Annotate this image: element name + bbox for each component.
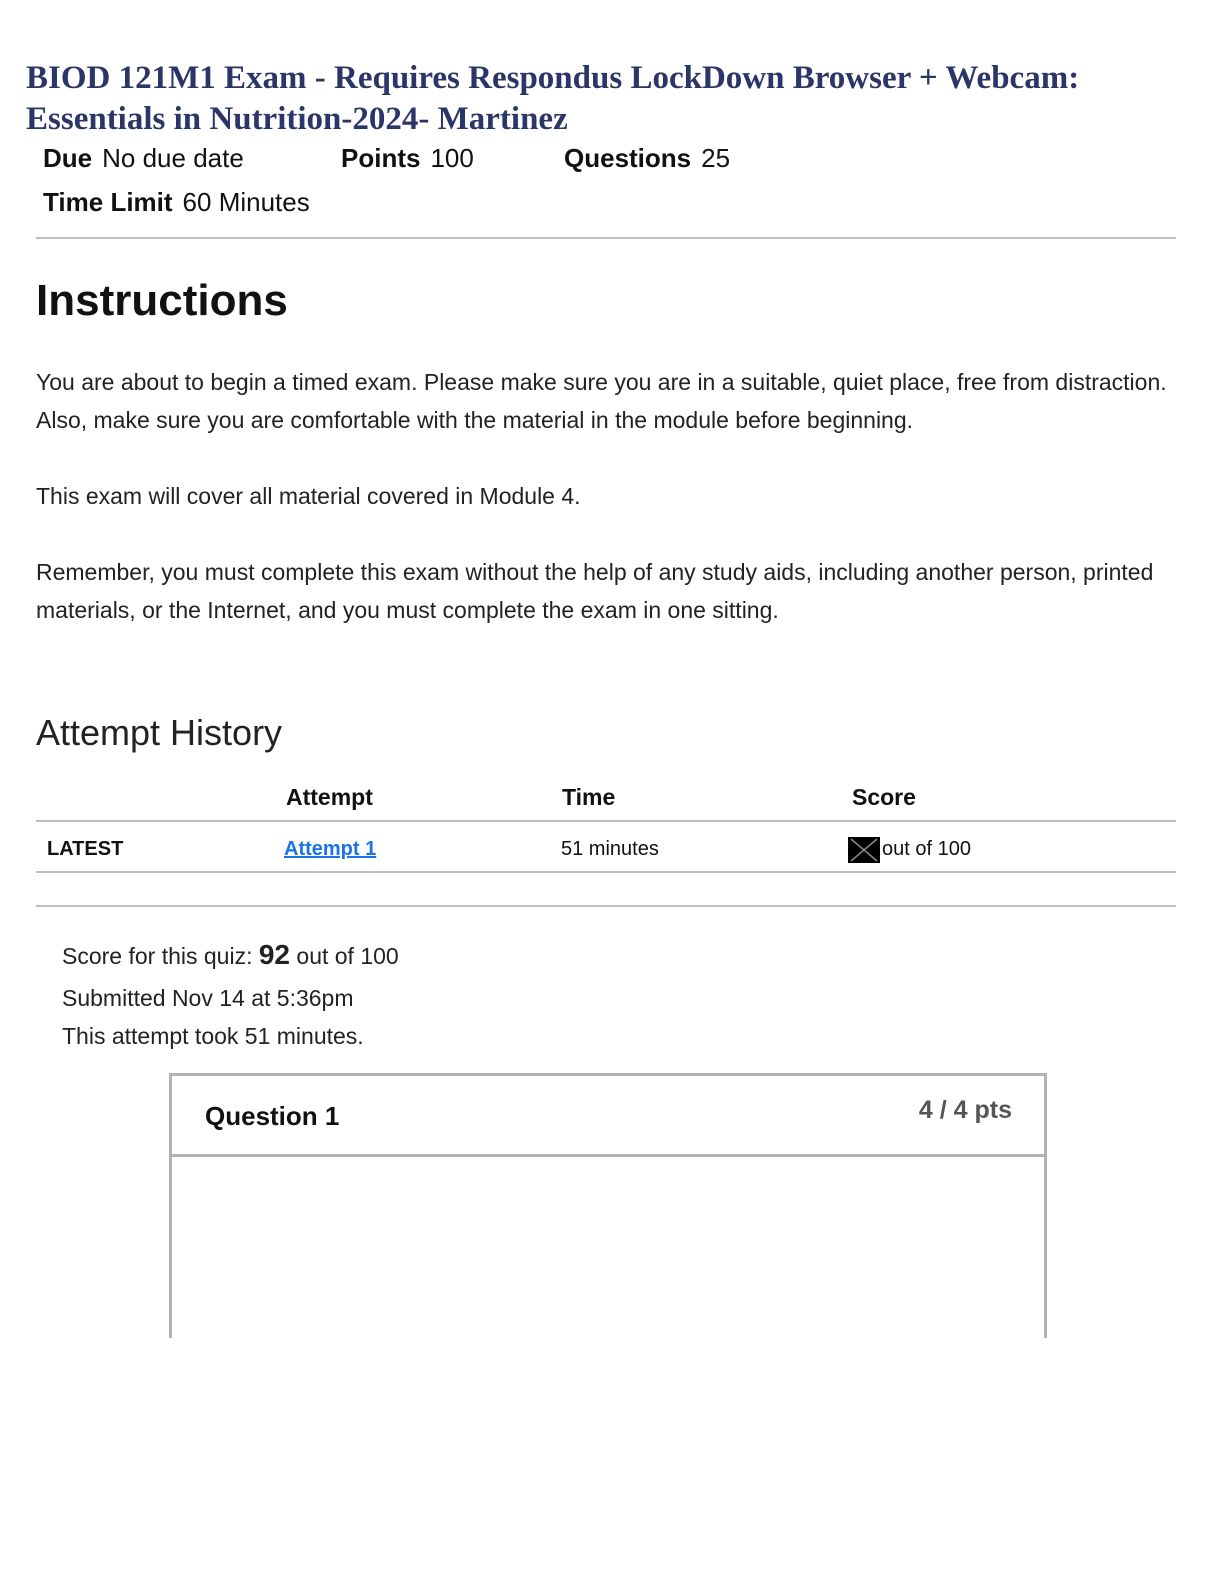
column-header-attempt: Attempt: [286, 784, 373, 810]
attempt-history-heading: Attempt History: [36, 712, 283, 753]
question-points: 4 / 4 pts: [918, 1096, 1012, 1124]
question-header: [172, 1076, 1044, 1157]
points-info: [341, 142, 474, 174]
score-suffix: out of 100: [882, 838, 971, 860]
attempt-time: 51 minutes: [561, 838, 659, 860]
instructions-heading: Instructions: [36, 276, 288, 325]
time-limit-info: [43, 186, 310, 218]
broken-image-icon: [848, 837, 880, 863]
question-card: [169, 1073, 1047, 1338]
section-divider: [36, 905, 1176, 907]
instructions-paragraph: You are about to begin a timed exam. Please make sure you are in a suitable, quiet place, free from distraction. Also, make sure you are comfortable with the material in the module before beginning.: [36, 369, 1167, 433]
quiz-score-line: [62, 940, 399, 971]
instructions-paragraph: This exam will cover all material covered in Module 4.: [36, 483, 581, 509]
exam-title: BIOD 121M1 Exam - Requires Respondus LockDown Browser + Webcam: Essentials in Nutrition-2024- Martinez: [26, 60, 1080, 137]
due-value: No due date: [102, 143, 244, 173]
column-header-time: Time: [562, 784, 616, 810]
duration-line: This attempt took 51 minutes.: [62, 1023, 364, 1049]
latest-badge: LATEST: [47, 838, 124, 860]
attempt-1-link[interactable]: Attempt 1: [284, 838, 377, 860]
points-value: 100: [430, 143, 474, 173]
column-header-score: Score: [852, 784, 916, 810]
table-header-divider: [36, 820, 1176, 822]
points-label: Points: [341, 143, 421, 173]
instructions-paragraph: Remember, you must complete this exam without the help of any study aids, including another person, printed materials, or the Internet, and you must complete the exam in one sitting.: [36, 559, 1154, 623]
due-info: [43, 142, 244, 174]
question-title: Question 1: [205, 1101, 340, 1131]
submitted-line: Submitted Nov 14 at 5:36pm: [62, 985, 354, 1011]
divider: [36, 237, 1176, 239]
questions-value: 25: [701, 143, 731, 173]
due-label: Due: [43, 143, 93, 173]
quiz-score-value: 92: [258, 939, 291, 970]
time-limit-label: Time Limit: [43, 187, 173, 217]
questions-label: Questions: [564, 143, 692, 173]
score-prefix: Score for this quiz:: [62, 943, 253, 969]
time-limit-value: 60 Minutes: [182, 187, 310, 217]
attempt-score: [848, 835, 971, 863]
table-row-divider: [36, 871, 1176, 873]
quiz-score-suffix: out of 100: [296, 943, 399, 969]
questions-info: [564, 142, 730, 174]
